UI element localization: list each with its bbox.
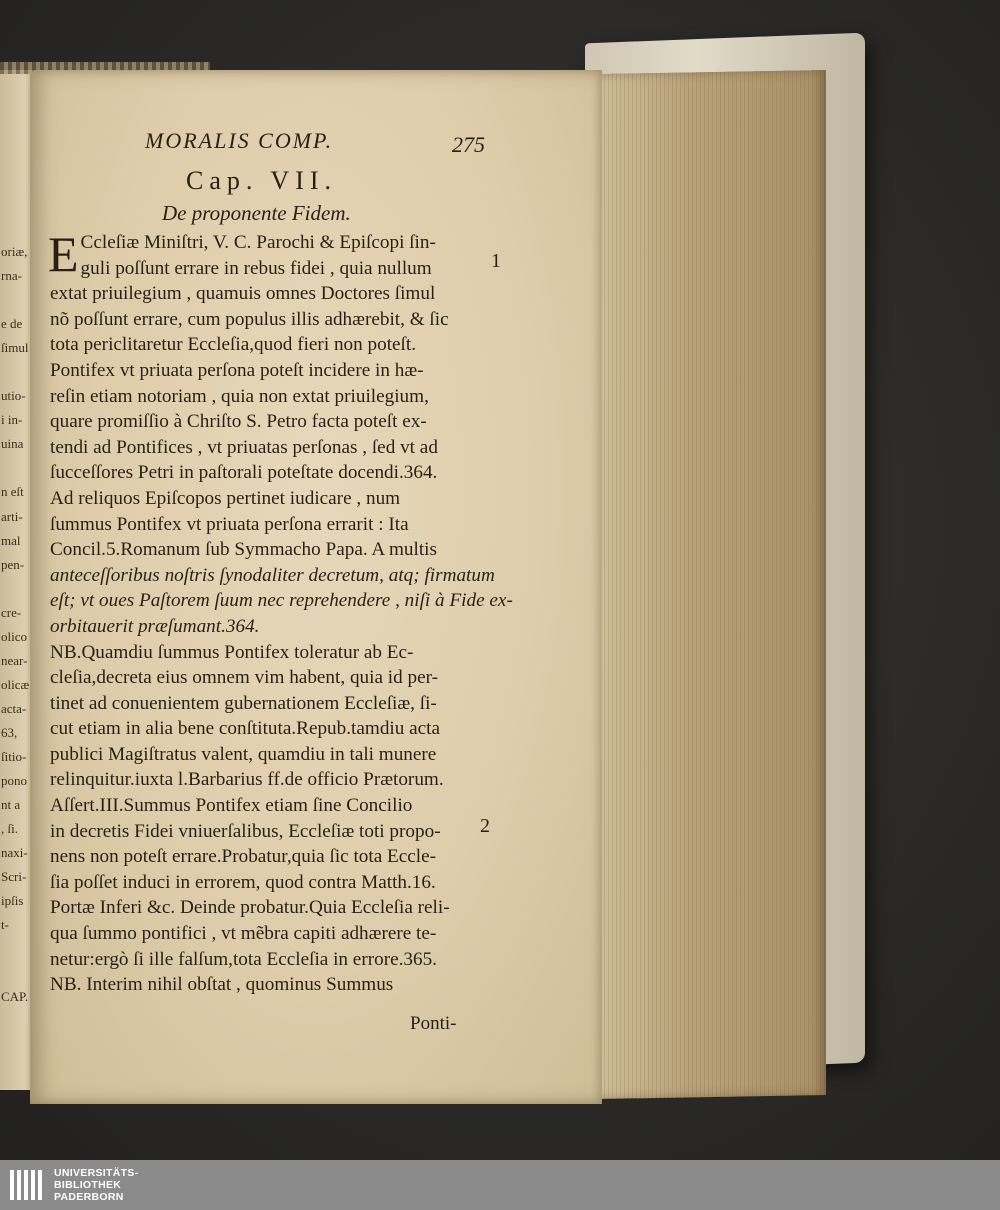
text-line: tota periclitaretur Eccleſia,quod fieri non poteſt. xyxy=(50,334,417,356)
text-line: relinquitur.iuxta l.Barbarius ff.de officio Prætorum. xyxy=(50,769,444,791)
body-text xyxy=(48,226,513,998)
text-line: orbitauerit præſumant.364. xyxy=(50,615,260,637)
text-line: qua ſummo pontifici , vt mẽbra capiti adhærere te- xyxy=(50,923,437,945)
text-line: extat priuilegium , quamuis omnes Doctores ſimul xyxy=(50,283,436,305)
chapter-heading: Cap. VII. xyxy=(186,166,338,195)
text-line: eſt; vt oues Paſtorem ſuum nec reprehendere , niſi à Fide ex- xyxy=(50,590,513,612)
drop-cap: E xyxy=(48,226,79,282)
margin-number: 2 xyxy=(480,815,490,837)
chapter-subtitle: De proponente Fidem. xyxy=(162,201,351,225)
library-name xyxy=(54,1167,194,1203)
text-line: Ccleſiæ Miniſtri, V. C. Parochi & Epiſcopi ſin- xyxy=(80,232,436,253)
catchword: Ponti- xyxy=(410,1013,457,1034)
text-line: cleſia,decreta eius omnem vim habent, quia id per- xyxy=(50,667,439,689)
running-head: MORALIS COMP. xyxy=(145,128,334,153)
text-line: nens non poteſt errare.Probatur,quia ſic tota Eccle- xyxy=(50,846,437,868)
text-line: anteceſſoribus noſtris ſynodaliter decretum, atq; firmatum xyxy=(50,564,495,586)
text-line: ſummus Pontifex vt priuata perſona errarit : Ita xyxy=(50,513,409,535)
library-logo-icon xyxy=(8,1166,46,1204)
page-number: 275 xyxy=(452,132,485,157)
text-line: Ad reliquos Epiſcopos pertinet iudicare , num xyxy=(50,487,401,509)
text-line: quare promiſſio à Chriſto S. Petro facta poteſt ex- xyxy=(50,411,427,433)
text-line: NB. Interim nihil obſtat , quominus Summus xyxy=(50,974,394,996)
text-line: cut etiam in alia bene conſtituta.Repub.tamdiu acta xyxy=(50,718,441,740)
text-line: guli poſſunt errare in rebus fidei , quia nullum xyxy=(80,257,432,279)
text-line: Concil.5.Romanum ſub Symmacho Papa. A multis xyxy=(50,539,437,561)
text-line: nõ poſſunt errare, cum populus illis adhærebit, & ſic xyxy=(50,308,449,330)
text-line: NB.Quamdiu ſummus Pontifex toleratur ab Ec- xyxy=(50,641,414,663)
text-line: Aſſert.III.Summus Pontifex etiam ſine Concilio xyxy=(50,795,413,817)
text-line: tendi ad Pontifices , vt priuatas perſonas , ſed vt ad xyxy=(50,436,438,458)
margin-number: 1 xyxy=(491,250,501,272)
text-line: in decretis Fidei vniuerſalibus, Eccleſiæ toti propo- xyxy=(50,820,441,842)
text-line: Portæ Inferi &c. Deinde probatur.Quia Eccleſia reli- xyxy=(50,897,450,919)
text-line: tinet ad conuenientem gubernationem Eccleſiæ, ſi- xyxy=(50,692,437,714)
library-name-line: UNIVERSITÄTS- xyxy=(54,1167,139,1179)
facing-page-fragments: oriæ, rna- e de ſimul utio- i in- uina n eſt arti- mal pen- cre- olico near- olicæ acta- 63, ſitio- pono nt a , ſi. naxi- Scri- ipſis t- CAP. xyxy=(1,244,30,1005)
text-line: netur:ergò ſi ille falſum,tota Eccleſia in errore.365. xyxy=(50,948,437,970)
text-line: ſia poſſet induci in errorem, quod contra Matth.16. xyxy=(50,871,436,893)
text-line: ſucceſſores Petri in paſtorali poteſtate docendi.364. xyxy=(50,462,438,484)
text-line: reſin etiam notoriam , quia non extat priuilegium, xyxy=(50,385,429,407)
library-name-line: BIBLIOTHEK xyxy=(54,1179,122,1191)
footer-bar xyxy=(0,1160,1000,1210)
text-line: Pontifex vt priuata perſona poteſt incidere in hæ- xyxy=(50,359,424,381)
page-edges xyxy=(596,70,826,1099)
library-name-line: PADERBORN xyxy=(54,1191,124,1203)
text-line: publici Magiſtratus valent, quamdiu in tali munere xyxy=(50,743,437,765)
